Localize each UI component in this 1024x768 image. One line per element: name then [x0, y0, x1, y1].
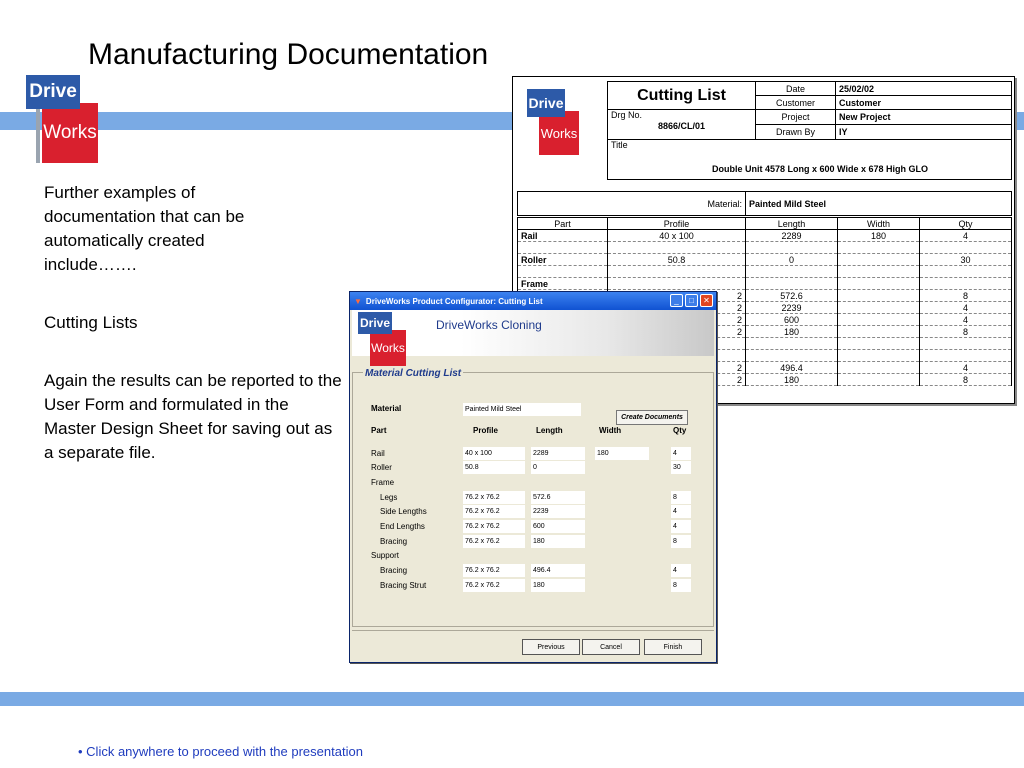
- table-cell: 4: [920, 302, 1012, 314]
- width-field[interactable]: 180: [595, 447, 649, 460]
- banner-logo: Works Drive: [358, 312, 406, 356]
- maximize-button[interactable]: □: [685, 294, 698, 307]
- part-label: Bracing: [380, 537, 408, 546]
- profile-field[interactable]: 76.2 x 76.2: [463, 535, 525, 548]
- table-cell: [838, 362, 920, 374]
- logo-drive: Drive: [26, 75, 80, 109]
- part-label: Roller: [371, 463, 392, 472]
- proceed-hint[interactable]: • Click anywhere to proceed with the presentation: [78, 744, 363, 759]
- group-title: Material Cutting List: [365, 368, 462, 379]
- qty-field[interactable]: 4: [671, 505, 691, 518]
- profile-field[interactable]: 76.2 x 76.2: [463, 520, 525, 533]
- document-header-table: Cutting List Date 25/02/02 Customer Customer Drg No. 8866/CL/01 Project New Project Drawn By IY Title Double Unit 4578 Long x 600 Wide x 678 High GLO: [607, 81, 1012, 180]
- length-field[interactable]: 496.4: [531, 564, 585, 577]
- length-field[interactable]: 180: [531, 579, 585, 592]
- table-cell: 572.6: [746, 290, 838, 302]
- table-row: [518, 242, 1012, 254]
- profile-field[interactable]: 76.2 x 76.2: [463, 579, 525, 592]
- table-cell: 180: [746, 326, 838, 338]
- length-field[interactable]: 0: [531, 461, 585, 474]
- part-label: Rail: [371, 449, 385, 458]
- table-cell: 4: [920, 230, 1012, 242]
- table-cell: 8: [920, 326, 1012, 338]
- table-cell: 2: [608, 362, 746, 374]
- table-cell: 2: [608, 314, 746, 326]
- table-cell: [838, 290, 920, 302]
- slide-title: Manufacturing Documentation: [88, 38, 489, 71]
- header-profile: Profile: [473, 426, 498, 435]
- table-row: [518, 230, 1012, 242]
- column-header: Qty: [920, 218, 1012, 230]
- table-cell: 8: [920, 290, 1012, 302]
- table-cell: [608, 278, 746, 290]
- close-button[interactable]: ✕: [700, 294, 713, 307]
- table-cell: 2239: [746, 302, 838, 314]
- material-cutting-group: [352, 368, 714, 627]
- table-cell: [608, 266, 746, 278]
- profile-field[interactable]: 76.2 x 76.2: [463, 564, 525, 577]
- material-field[interactable]: Painted Mild Steel: [463, 403, 581, 416]
- profile-field[interactable]: 50.8: [463, 461, 525, 474]
- group-label: Frame: [371, 478, 395, 487]
- table-cell: [838, 338, 920, 350]
- table-cell: Roller: [518, 254, 608, 266]
- table-cell: [518, 242, 608, 254]
- table-cell: 40 x 100: [608, 230, 746, 242]
- qty-field[interactable]: 4: [671, 447, 691, 460]
- header-width: Width: [599, 426, 622, 435]
- table-row: [518, 254, 1012, 266]
- table-cell: 180: [746, 374, 838, 386]
- table-cell: [838, 266, 920, 278]
- part-label: Legs: [380, 493, 398, 502]
- part-label: End Lengths: [380, 522, 425, 531]
- cutting-list-title: Cutting List: [608, 82, 756, 110]
- date-value: 25/02/02: [836, 82, 1012, 96]
- table-cell: 2: [608, 290, 746, 302]
- intro-paragraph: Further examples of documentation that can be automatically created include…….: [44, 183, 245, 274]
- length-field[interactable]: 600: [531, 520, 585, 533]
- length-field[interactable]: 180: [531, 535, 585, 548]
- drawn-by-value: IY: [836, 125, 1012, 140]
- table-cell: [746, 338, 838, 350]
- table-cell: [746, 278, 838, 290]
- table-header-row: [518, 218, 1012, 230]
- document-title-value: Double Unit 4578 Long x 600 Wide x 678 High GLO: [712, 164, 928, 174]
- cancel-button[interactable]: Cancel: [582, 639, 640, 655]
- table-cell: [746, 242, 838, 254]
- previous-button[interactable]: Previous: [522, 639, 580, 655]
- document-logo: Works Drive: [527, 89, 579, 155]
- group-label: Support: [371, 551, 400, 560]
- column-header: Length: [746, 218, 838, 230]
- cutting-lists-heading: Cutting Lists: [44, 313, 138, 332]
- table-cell: [838, 254, 920, 266]
- table-cell: 2: [608, 302, 746, 314]
- driveworks-logo: [26, 75, 98, 163]
- table-cell: 600: [746, 314, 838, 326]
- part-label: Bracing Strut: [380, 581, 427, 590]
- table-cell: [838, 374, 920, 386]
- profile-field[interactable]: 76.2 x 76.2: [463, 505, 525, 518]
- drawing-number: 8866/CL/01: [657, 121, 706, 131]
- minimize-button[interactable]: _: [670, 294, 683, 307]
- dialog-footer: [352, 630, 714, 660]
- table-cell: [838, 326, 920, 338]
- header-length: Length: [536, 426, 563, 435]
- column-header: Part: [518, 218, 608, 230]
- table-cell: Rail: [518, 230, 608, 242]
- header-part: Part: [371, 426, 387, 435]
- results-paragraph: Again the results can be reported to the User Form and formulated in the Master Design Sheet for saving out as a separate file.: [44, 371, 342, 462]
- table-cell: [746, 350, 838, 362]
- part-label: Side Lengths: [380, 507, 427, 516]
- finish-button[interactable]: Finish: [644, 639, 702, 655]
- table-cell: [838, 314, 920, 326]
- qty-field[interactable]: 4: [671, 564, 691, 577]
- material-label: Material: [371, 404, 402, 413]
- table-cell: [518, 266, 608, 278]
- length-field[interactable]: 2239: [531, 505, 585, 518]
- table-cell: 2: [608, 374, 746, 386]
- header-qty: Qty: [673, 426, 687, 435]
- table-row: [518, 266, 1012, 278]
- length-field[interactable]: 572.6: [531, 491, 585, 504]
- dialog-titlebar[interactable]: [350, 292, 716, 310]
- bottom-accent-bar: [0, 692, 1024, 706]
- table-cell: [838, 278, 920, 290]
- table-cell: 50.8: [608, 254, 746, 266]
- qty-field[interactable]: 4: [671, 520, 691, 533]
- dialog-banner: [352, 310, 714, 356]
- table-cell: [838, 242, 920, 254]
- table-cell: 2: [608, 326, 746, 338]
- table-cell: 4: [920, 314, 1012, 326]
- table-cell: 180: [838, 230, 920, 242]
- configurator-dialog: [349, 291, 717, 663]
- dialog-title: DriveWorks Product Configurator: Cutting List: [365, 296, 543, 306]
- app-icon: ▼: [354, 296, 362, 306]
- table-cell: [920, 350, 1012, 362]
- material-value: Painted Mild Steel: [746, 192, 1012, 216]
- table-cell: [920, 278, 1012, 290]
- qty-field[interactable]: 8: [671, 579, 691, 592]
- table-cell: 0: [746, 254, 838, 266]
- table-cell: Frame: [518, 278, 608, 290]
- table-cell: [838, 350, 920, 362]
- profile-field[interactable]: 40 x 100: [463, 447, 525, 460]
- table-row: [518, 278, 1012, 290]
- project-value: New Project: [836, 110, 1012, 125]
- table-cell: 4: [920, 362, 1012, 374]
- table-cell: 8: [920, 374, 1012, 386]
- column-header: Width: [838, 218, 920, 230]
- table-cell: 2289: [746, 230, 838, 242]
- column-header: Profile: [608, 218, 746, 230]
- table-cell: 496.4: [746, 362, 838, 374]
- create-documents-button[interactable]: Create Documents: [616, 410, 688, 425]
- length-field[interactable]: 2289: [531, 447, 585, 460]
- table-cell: [920, 266, 1012, 278]
- profile-field[interactable]: 76.2 x 76.2: [463, 491, 525, 504]
- table-cell: [608, 242, 746, 254]
- material-row: Material: Painted Mild Steel: [517, 191, 1012, 216]
- qty-field[interactable]: 8: [671, 535, 691, 548]
- table-cell: [920, 242, 1012, 254]
- table-cell: [838, 302, 920, 314]
- part-label: Bracing: [380, 566, 408, 575]
- table-cell: [920, 338, 1012, 350]
- banner-title: DriveWorks Cloning: [436, 318, 542, 332]
- logo-works: Works: [42, 103, 98, 163]
- qty-field[interactable]: 30: [671, 461, 691, 474]
- customer-value: Customer: [836, 96, 1012, 110]
- table-cell: [746, 266, 838, 278]
- table-cell: 30: [920, 254, 1012, 266]
- qty-field[interactable]: 8: [671, 491, 691, 504]
